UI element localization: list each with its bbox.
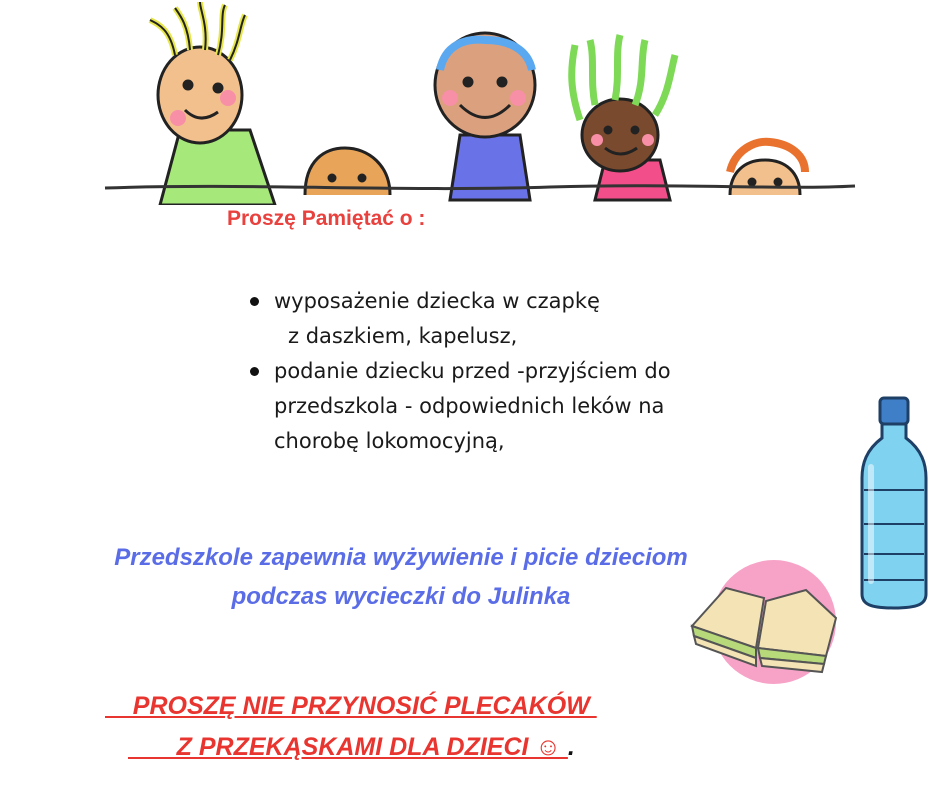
no-snacks-warning: Z PRZEKĄSKAMI DLA DZIECI ☺ .: [128, 733, 575, 761]
kid-green-hair: [572, 35, 675, 200]
list-item: wyposażenie dziecka w czapkę z daszkiem, kapelusz,: [248, 284, 671, 354]
kid-blue-hair: [435, 33, 535, 200]
sandwich-icon: [686, 556, 846, 684]
kids-peeking-illustration: [100, 0, 860, 205]
kid-yellow-hair: [150, 2, 275, 205]
list-item: podanie dziecku przed -przyjściem do przedszkola - odpowiednich leków na chorobę lokomocyjną,: [248, 354, 671, 459]
water-bottle-icon: [852, 394, 936, 614]
reminder-title: Proszę Pamiętać o :: [227, 207, 426, 230]
reminder-list: [248, 284, 671, 459]
food-provided-notice: Przedszkole zapewnia wyżywienie i picie dzieciom podczas wycieczki do Julinka: [114, 544, 688, 610]
no-backpacks-warning: PROSZĘ NIE PRZYNOSIĆ PLECAKÓW: [105, 692, 597, 720]
